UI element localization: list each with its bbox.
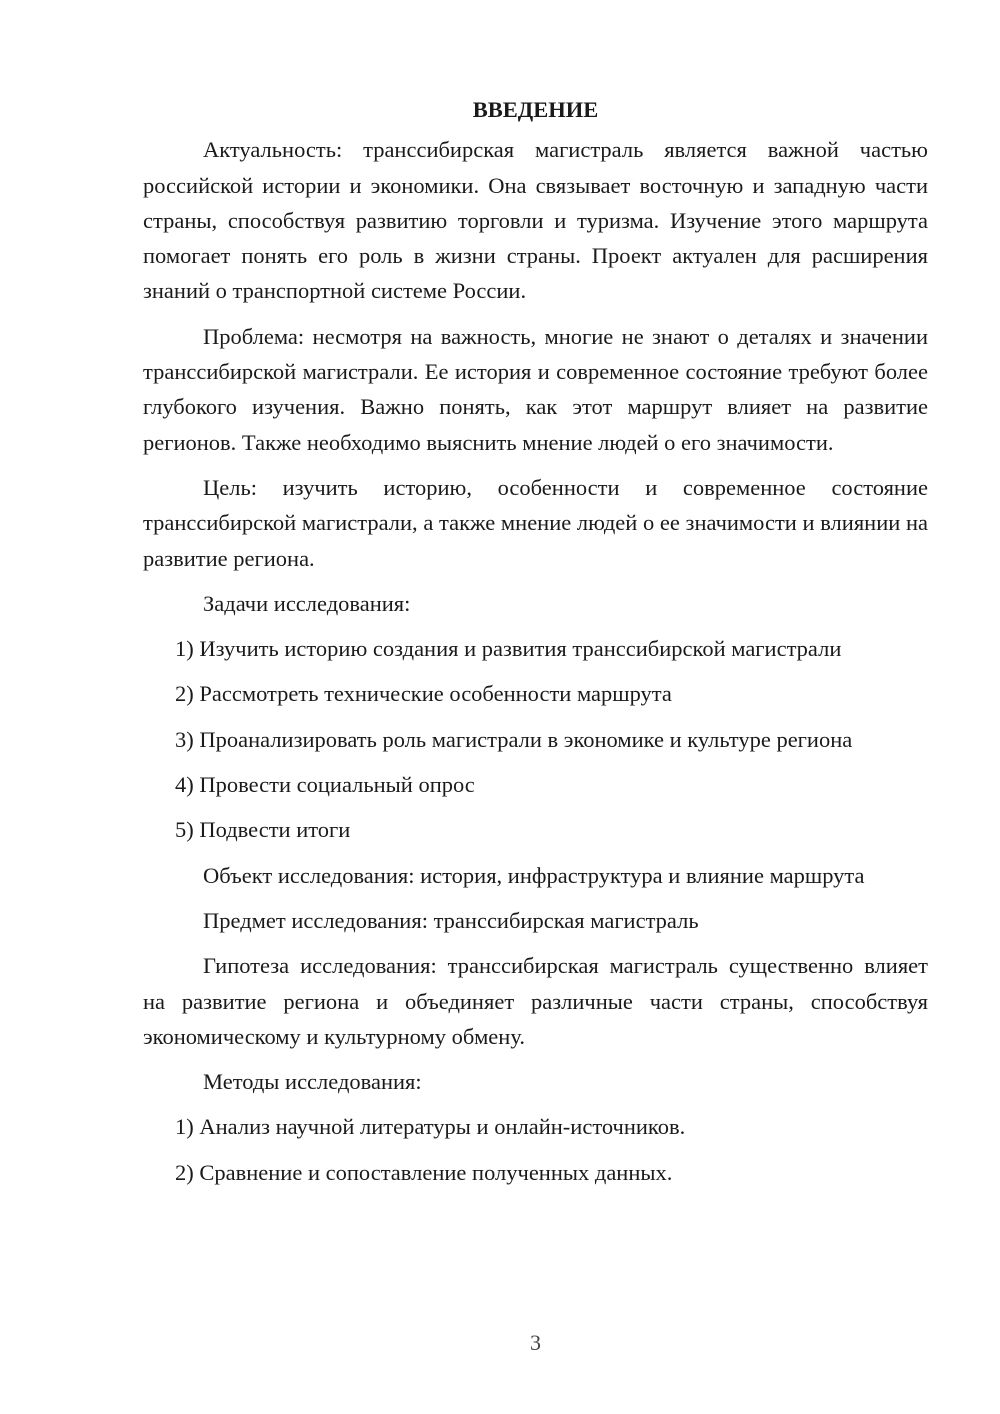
task-item: 2) Рассмотреть технические особенности маршрута [175,681,672,707]
problem-paragraph: Проблема: несмотря на важность, многие не знают о деталях и значении транссибирской магистрали. Ее история и современное состояние требуют более глубокого изучения. Важно понять, как этот маршрут влияет на развитие регионов. Также необходимо выяснить мнение людей о его значимости. [143,323,928,455]
tasks-heading: Задачи исследования: [203,590,411,616]
relevance-paragraph: Актуальность: транссибирская магистраль является важной частью российской истории и экономики. Она связывает восточную и западную части страны, способствуя развитию торговли и туризма. Изучение этого маршрута помогает понять его роль в жизни страны. Проект актуален для расширения знаний о транспортной системе России. [143,137,928,304]
goal-paragraph: Цель: изучить историю, особенности и современное состояние транссибирской магистрали, а также мнение людей о ее значимости и влиянии на развитие региона. [143,474,928,571]
task-item: 3) Проанализировать роль магистрали в экономике и культуре региона [175,726,853,752]
object-paragraph: Объект исследования: история, инфраструктура и влияние маршрута [203,862,865,888]
hypothesis-paragraph: Гипотеза исследования: транссибирская магистраль существенно влияет на развитие региона и объединяет различные части страны, способствуя экономическому и культурному обмену. [143,953,928,1049]
page-title: ВВЕДЕНИЕ [472,97,599,122]
task-item: 5) Подвести итоги [175,817,351,843]
method-item: 2) Сравнение и сопоставление полученных данных. [175,1159,673,1185]
page-content [143,92,928,1200]
methods-heading: Методы исследования: [203,1069,422,1095]
subject-paragraph: Предмет исследования: транссибирская магистраль [203,907,699,933]
task-item: 1) Изучить историю создания и развития транссибирской магистрали [175,636,842,662]
task-item: 4) Провести социальный опрос [175,772,475,798]
page-number: 3 [530,1330,541,1355]
method-item: 1) Анализ научной литературы и онлайн-источников. [175,1114,686,1140]
